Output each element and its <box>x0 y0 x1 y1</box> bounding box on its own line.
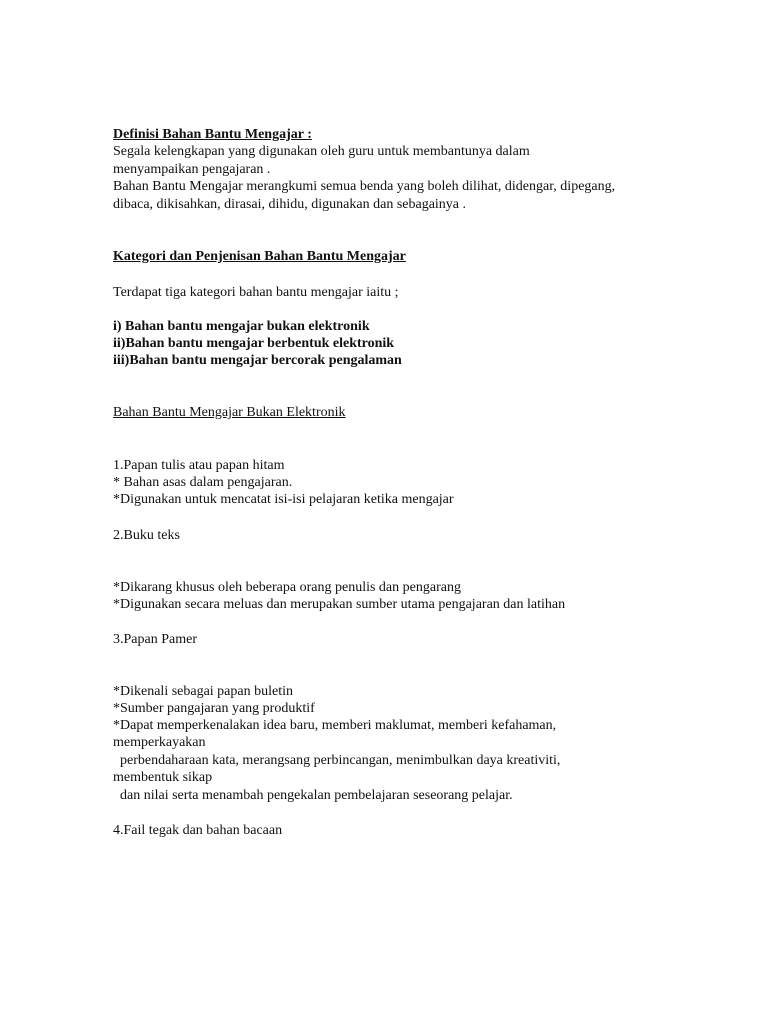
item-point: * Bahan asas dalam pengajaran. <box>113 475 293 490</box>
item-point: *Dikarang khusus oleh beberapa orang penulis dan pengarang <box>113 580 461 595</box>
item-point: *Digunakan untuk mencatat isi-isi pelajaran ketika mengajar <box>113 492 454 507</box>
category-intro: Terdapat tiga kategori bahan bantu mengajar iaitu ; <box>113 285 399 300</box>
item-title: 1.Papan tulis atau papan hitam <box>113 458 285 473</box>
item-title: 2.Buku teks <box>113 528 180 543</box>
definition-heading: Definisi Bahan Bantu Mengajar : <box>113 127 312 142</box>
non-electronic-heading: Bahan Bantu Mengajar Bukan Elektronik <box>113 405 346 420</box>
category-item: ii)Bahan bantu mengajar berbentuk elektronik <box>113 336 395 351</box>
category-item: i) Bahan bantu mengajar bukan elektronik <box>113 319 370 334</box>
definition-line: Bahan Bantu Mengajar merangkumi semua benda yang boleh dilihat, didengar, dipegang, <box>113 179 616 194</box>
category-item: iii)Bahan bantu mengajar bercorak pengalaman <box>113 353 402 368</box>
definition-line: dibaca, dikisahkan, dirasai, dihidu, digunakan dan sebagainya . <box>113 197 467 212</box>
item-point: perbendaharaan kata, merangsang perbincangan, menimbulkan daya kreativiti, <box>113 753 561 768</box>
item-point: membentuk sikap <box>113 770 213 785</box>
definition-line: Segala kelengkapan yang digunakan oleh guru untuk membantunya dalam <box>113 144 530 159</box>
item-point: *Digunakan secara meluas dan merupakan sumber utama pengajaran dan latihan <box>113 597 566 612</box>
item-point: *Dapat memperkenalakan idea baru, memberi maklumat, memberi kefahaman, <box>113 718 557 733</box>
definition-line: menyampaikan pengajaran . <box>113 162 271 177</box>
category-heading: Kategori dan Penjenisan Bahan Bantu Mengajar <box>113 249 406 264</box>
item-point: *Sumber pangajaran yang produktif <box>113 701 315 716</box>
item-point: memperkayakan <box>113 735 206 750</box>
item-title: 4.Fail tegak dan bahan bacaan <box>113 823 283 838</box>
item-point: dan nilai serta menambah pengekalan pembelajaran seseorang pelajar. <box>113 788 513 803</box>
item-point: *Dikenali sebagai papan buletin <box>113 684 293 699</box>
item-title: 3.Papan Pamer <box>113 632 197 647</box>
